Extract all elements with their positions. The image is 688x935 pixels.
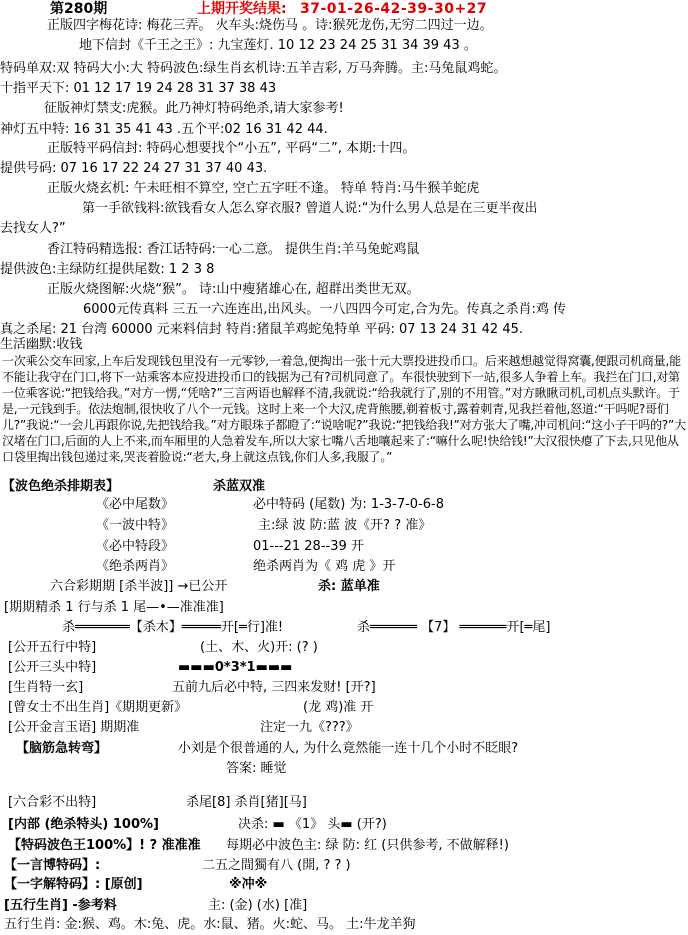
- nvshi-buchu-label: [曾女士不出生肖]《期期更新》: [8, 700, 188, 715]
- jinyan-yuyu-label: [公开金言玉语] 期期准: [8, 720, 140, 735]
- liuhe-kill: 杀: 蓝单准: [318, 579, 380, 594]
- naojin-question: 小刘是个很普通的人, 为什么竟然能一连十几个小时不眨眼?: [178, 741, 519, 756]
- bizhong-weishu-value: 必中特码 (尾数) 为: 1-3-7-0-6-8: [253, 497, 445, 512]
- neibu-value: 决杀: ▬ 《1》 头▬ (开?): [238, 817, 387, 832]
- bizhong-weishu-label: 《必中尾数》: [96, 497, 175, 512]
- yibo-zhongte-value: 主:绿 波 防:蓝 波《开? ? 准》: [258, 518, 432, 533]
- neibu-label: [内部 (绝杀特头) 100%]: [8, 817, 159, 832]
- yiyan-label: 【一言博特码】:: [4, 858, 101, 873]
- tigong-bose: 提供波色:主绿防红提供尾数: 1 2 3 8: [0, 262, 215, 277]
- diyishou-cont: 去找女人?”: [0, 221, 66, 236]
- yizi-value: ※冲※: [229, 877, 268, 892]
- chuanzhen-shawei: 真之杀尾: 21 台湾 60000 元来料信封 特肖:猪鼠羊鸡蛇兔特单 平码: 07 13 24 31 42 45.: [0, 322, 524, 337]
- tigong-haoma: 提供号码: 07 16 17 22 24 27 31 37 40 43.: [0, 161, 268, 176]
- huoshao-tujie: 正版火烧图解:火烧“猴”。 诗:山中瘦猪雄心在, 超群出类世无双。: [47, 282, 420, 297]
- sha-wuxing: 杀═══════【杀木】═════开[═行]准!: [62, 620, 284, 635]
- liuhe-banbo: 六合彩期期 [杀半波]] →已公开: [50, 579, 228, 594]
- santou-zhongte-value: ▬▬▬0*3*1▬▬▬: [178, 660, 293, 675]
- xiangjiang-baobao: 香江特码精选报: 香江话特码:一心二意。 提供生肖:羊马兔蛇鸡鼠: [47, 242, 420, 257]
- naojin-label: 【脑筋急转弯】: [16, 741, 108, 756]
- shendeng-jinzhi: 征版神灯禁支:虎猴。此乃神灯特码绝杀,请大家参考!: [44, 101, 344, 116]
- bose-wang-label: 【特码波色王100%】! ? 准准准: [8, 838, 201, 853]
- wave-kill: 杀蓝双准: [213, 479, 266, 494]
- jue-sha-liangxiao-value: 绝杀两肖为《 鸡 虎 》开: [253, 559, 396, 574]
- result-prefix: 上期开奖结果:: [197, 1, 287, 17]
- result-numbers: 37-01-26-42-39-30+27: [300, 1, 488, 17]
- nvshi-buchu-value: (龙 鸡)准 开: [303, 700, 374, 715]
- yizi-label: 【一字解特码】: [原创]: [4, 877, 143, 892]
- wuxing-shengxiao-value: 主: (金) (水) [准]: [208, 898, 308, 913]
- issue-number: 第280期: [50, 1, 108, 17]
- jingsha-title: [期期精杀 1 行与杀 1 尾—•—准准准]: [4, 600, 224, 615]
- wave-table-title: 【波色绝杀排期表】: [2, 479, 120, 494]
- teping-envelope: 正版特平码信封: 特码心想要找个“小五”, 平码“二”, 本期:十四。: [47, 141, 416, 156]
- meihua-poem: 正版四字梅花诗: 梅花三弄。 火车头:烧伤马 。诗:猴死龙伤,无穷二四过一边。: [47, 18, 493, 33]
- shengxiao-teyixuan-label: [生肖特一玄]: [8, 680, 84, 695]
- jue-sha-liangxiao-label: 《绝杀两肖》: [96, 559, 175, 574]
- naojin-answer: 答案: 睡觉: [226, 761, 287, 776]
- bizhong-teduan-label: 《必中特段》: [96, 539, 175, 554]
- shizhi-pingtianxia: 十指平天下: 01 12 17 19 24 28 31 37 38 43: [0, 81, 277, 96]
- tema-danshuang: 特码单双:双 特码大小:大 特码波色:绿生肖玄机诗:五羊吉彩, 万马奔腾。主:马兔鼠鸡蛇。: [0, 61, 507, 76]
- bizhong-teduan-value: 01---21 28--39 开: [253, 539, 364, 554]
- buchu-te-value: 杀尾[8] 杀肖[猪][马]: [186, 795, 307, 810]
- dixia-envelope: 地下信封《千王之王》: 九宝莲灯. 10 12 23 24 25 31 34 39 43 。: [79, 38, 477, 53]
- chuanzhen-6000: 6000元传真料 三五一六连连出,出风头。一八四四今可定,合为先。传真之杀肖:鸡 传: [83, 302, 566, 317]
- wuxing-zhongte-value: (土、木、火)开: (? ): [200, 640, 318, 655]
- diyishou: 第一手欲钱料:欲钱看女人怎么穿衣服? 曾道人说:“为什么男人总是在三更半夜出: [82, 201, 538, 216]
- wuxing-zhongte-label: [公开五行中特]: [8, 640, 97, 655]
- bose-wang-value: 每期必中波色主: 绿 防: 红 (只供参考, 不做解释!): [226, 838, 509, 853]
- santou-zhongte-label: [公开三头中特]: [8, 660, 97, 675]
- wuxing-shengxiao-label: [五行生肖] -参考料: [4, 898, 117, 913]
- wuxing-shengxiao-list: 五行生肖: 金:猴、鸡。木:兔、虎。水:鼠、猪。火:蛇、马。 土:牛龙羊狗: [4, 917, 416, 932]
- buchu-te-label: [六合彩不出特]: [8, 795, 97, 810]
- shenghuo-youmo: 生活幽默:收钱: [0, 337, 83, 352]
- shengxiao-teyixuan-value: 五前九后必中特, 三四来发财! [开?]: [172, 680, 376, 695]
- huoshao-xuanji: 正版火烧玄机: 午未旺相不算空, 空亡五字旺不逢。 特单 特肖:马牛猴羊蛇虎: [47, 181, 480, 196]
- sha-weishu: 杀══════ 【7】 ══════开[═尾]: [357, 620, 551, 635]
- yiyan-value: 二五之間獨有八 (開, ? ? ): [202, 858, 351, 873]
- joke-paragraph: 一次乘公交车回家,上车后发现钱包里没有一元零钞,一着急,便掏出一张十元大票投进投币口。后来越想越觉得窝囊,便跟司机商量,能不能让我守在门口,将下一站乘客本应投进投币口的钱据为己有?司机同意了。车很快驶到下一站,很多人争着上车。我拦在门口,对第一位乘客说:“把钱给我。”对方一愣,“凭啥?”三言两语也解释不清,我就说:“给我就行了,别的不用管。”对方瞅瞅司机,司机点头默许。于是,一元钱到手。依法炮制,很快收了八个一元钱。这时上来一个大汉,虎背熊腰,剃着板寸,露着刺青,见我拦着他,怒道:“干吗呢?哥们儿?”我说:“一会儿再跟你说,先把钱给我。”对方眼珠子都瞪了:“说啥呢?”我说:“把钱给我!”对方张大了嘴,冲司机问:“这小子干吗的?”大汉堵在门口,后面的人上不来,而车厢里的人急着发车,所以大家七嘴八舌地嚷起来了:“嘛什么呢!快给钱!”大汉很快瘪了下去,只见他从口袋里掏出钱包递过来,哭丧着脸说:“老大,身上就这点钱,你们人多,我服了。”: [2, 354, 686, 464]
- shendeng-wuzhongte: 神灯五中特: 16 31 35 41 43 .五个平:02 16 31 42 44.: [0, 122, 328, 137]
- yibo-zhongte-label: 《一波中特》: [96, 518, 175, 533]
- jinyan-yuyu-value: 注定一九《???》: [260, 720, 359, 735]
